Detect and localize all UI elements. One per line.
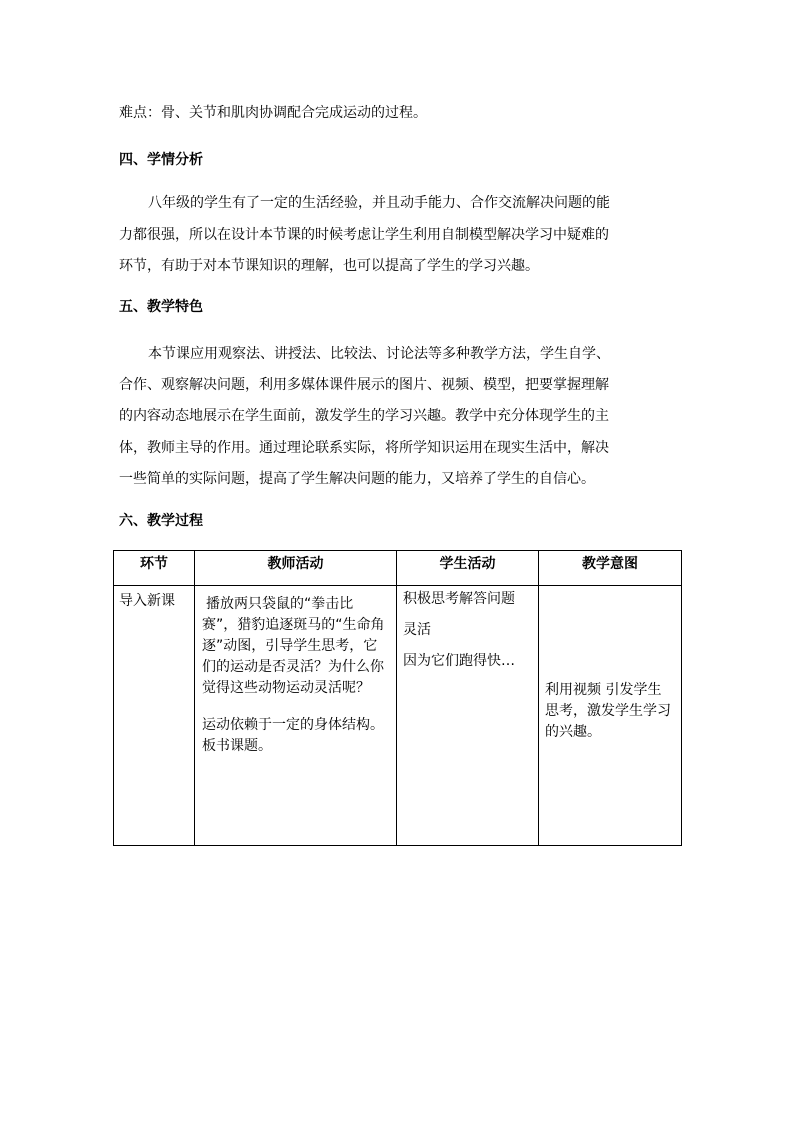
section-4-line-3: 环节，有助于对本节课知识的理解，也可以提高了学生的学习兴趣。 [119,258,539,274]
stage-cell [114,586,195,846]
student-activity-text-2: 灵活 [403,622,431,638]
teaching-process-table [113,550,682,846]
teacher-activity-header: 教师活动 [195,551,397,586]
student-activity-text-3: 因为它们跑得快… [403,653,515,669]
section-4-line-2: 力都很强，所以在设计本节课的时候考虑让学生利用自制模型解决学习中疑难的 [119,227,609,243]
section-5-line-2: 合作、观察解决问题，利用多媒体课件展示的图片、视频、模型，把要掌握理解 [119,377,609,393]
table-header-row [114,551,682,586]
difficulty-line: 难点：骨、关节和肌肉协调配合完成运动的过程。 [119,105,427,121]
teaching-intent-header: 教学意图 [539,551,682,586]
section-5-line-1: 本节课应用观察法、讲授法、比较法、讨论法等多种教学方法，学生自学、 [148,346,610,362]
stage-header: 环节 [114,551,195,586]
student-activity-text-1: 积极思考解答问题 [403,591,515,607]
section-5-heading: 五、教学特色 [119,299,203,315]
section-6-heading: 六、教学过程 [119,513,203,529]
table-row [114,586,682,846]
student-activity-header: 学生活动 [397,551,539,586]
teaching-intent-text: 利用视频 引发学生思考，激发学生学习的兴趣。 [545,682,671,740]
teacher-activity-text-2: 运动依赖于一定的身体结构。板书课题。 [202,717,384,754]
student-activity-cell [397,586,539,846]
section-5-line-3: 的内容动态地展示在学生面前，激发学生的学习兴趣。教学中充分体现学生的主 [119,408,609,424]
teaching-intent-cell [539,586,682,846]
section-4-heading: 四、学情分析 [119,152,203,168]
teacher-activity-text-1: 播放两只袋鼠的“拳击比赛”，猎豹追逐斑马的“生命角逐”动图，引导学生思考，它们的运动是否灵活？为什么你觉得这些动物运动灵活呢？ [202,596,385,696]
section-5-line-5: 一些简单的实际问题，提高了学生解决问题的能力，又培养了学生的自信心。 [119,471,595,487]
section-5-line-4: 体，教师主导的作用。通过理论联系实际，将所学知识运用在现实生活中，解决 [119,440,609,456]
section-4-line-1: 八年级的学生有了一定的生活经验，并且动手能力、合作交流解决问题的能 [148,195,610,211]
stage-text: 导入新课 [119,593,175,609]
teacher-activity-cell [195,586,397,846]
